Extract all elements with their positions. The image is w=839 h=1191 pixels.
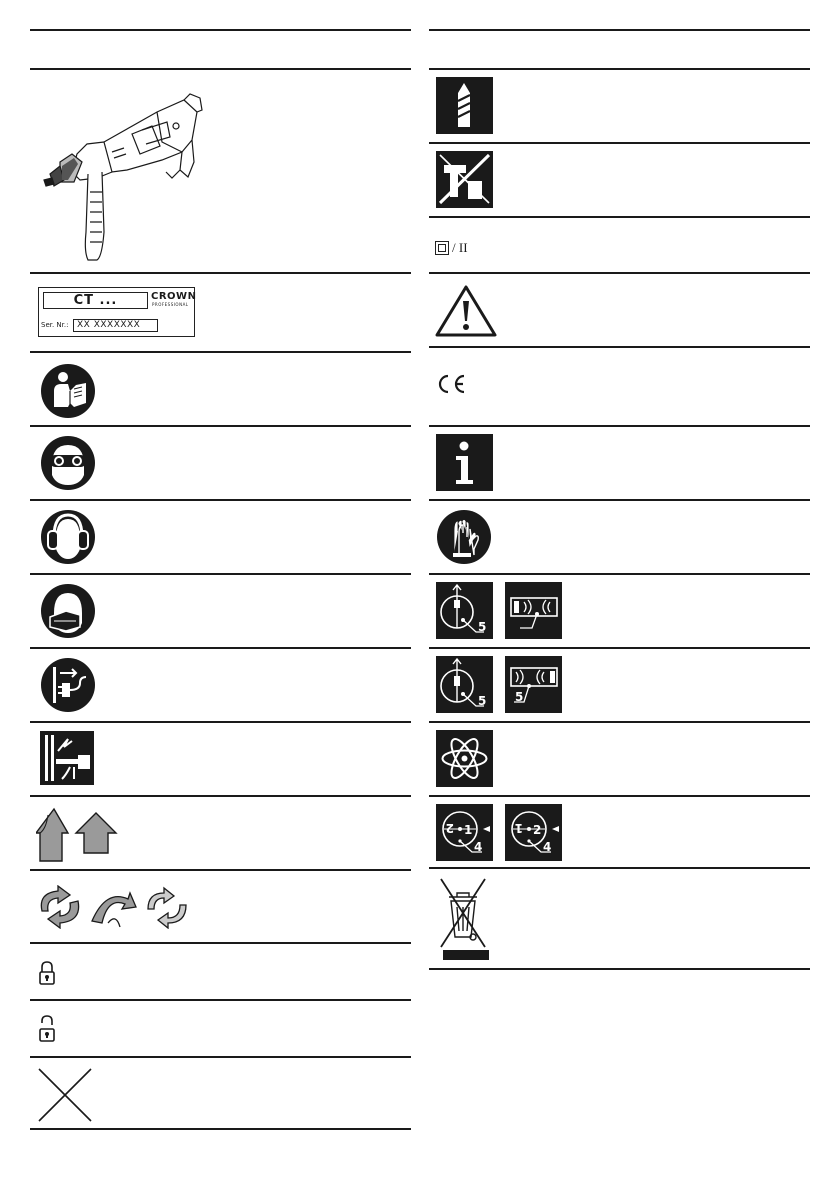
no-hammer-icon [436,151,493,208]
gear-number: 1 [514,821,523,835]
cross-row [30,1058,411,1128]
rotation-direction-icons [36,885,196,929]
unplug-icon [40,657,96,713]
feed-arrows-icon [36,805,120,863]
gear-number: 2 [533,823,542,837]
eye-protection-row [30,427,411,499]
divider [429,29,810,31]
divider [30,1128,411,1130]
unplug-row [30,649,411,721]
lock-closed-icon [39,961,55,985]
divider [30,29,411,31]
drill-bit-row [429,70,810,142]
depth-stop-icons [436,582,562,639]
eye-protection-icon [40,435,96,491]
lock-open-icon [39,1015,57,1043]
drill-bit-icon [436,77,493,134]
weee-row [429,869,810,968]
ear-protection-icon [40,509,96,565]
gear-sub-number: 4 [543,840,552,854]
gear-number: 2 [445,821,454,835]
info-icon [436,434,493,491]
brand-logo: CROWN [151,291,197,302]
drill-illustration [42,82,207,262]
atom-icon [436,730,493,787]
rating-plate-row [30,274,411,351]
gloves-icon [436,509,492,565]
read-manual-icon [40,363,96,419]
depth-number: 5 [478,620,487,634]
gloves-row [429,501,810,573]
hidden-wiring-row [30,723,411,795]
gear-switch-icons [436,804,562,861]
ce-mark-icon [436,374,468,394]
read-manual-row [30,353,411,425]
drill-row [30,70,411,272]
serial-value: XX XXXXXXX [73,319,158,332]
square-in-square-icon [435,241,449,255]
no-hammer-row [429,144,810,216]
weee-icon [437,875,489,963]
ce-row [429,348,810,425]
depth-number: 5 [478,694,487,708]
serial-label: Ser. Nr.: [41,321,69,329]
dust-mask-icon [40,583,96,639]
model-text: CT ... [43,292,148,309]
depth-stop-row-2 [429,649,810,721]
rating-plate [38,287,195,337]
gear-sub-number: 4 [474,840,483,854]
atom-row [429,723,810,795]
lock-closed-row [30,944,411,999]
divider [429,968,810,970]
depth-number: 5 [515,690,524,704]
gear-switch-row [429,797,810,869]
hidden-wiring-icon [40,731,94,785]
dust-mask-row [30,575,411,647]
warning-triangle-icon [434,284,498,338]
double-insulation-icon [435,240,468,256]
info-row [429,427,810,499]
warning-row [429,274,810,346]
ear-protection-row [30,501,411,573]
brand-subtitle: PROFESSIONAL [152,302,189,307]
depth-stop-row-1 [429,575,810,647]
cross-mark-icon [37,1067,93,1123]
lock-open-row [30,1001,411,1056]
depth-stop-icons-2 [436,656,562,713]
gear-number: 1 [464,823,473,837]
double-insulation-row [429,218,810,272]
rotation-row [30,871,411,942]
feed-arrows-row [30,797,411,869]
class-mark-text: / II [452,240,468,255]
